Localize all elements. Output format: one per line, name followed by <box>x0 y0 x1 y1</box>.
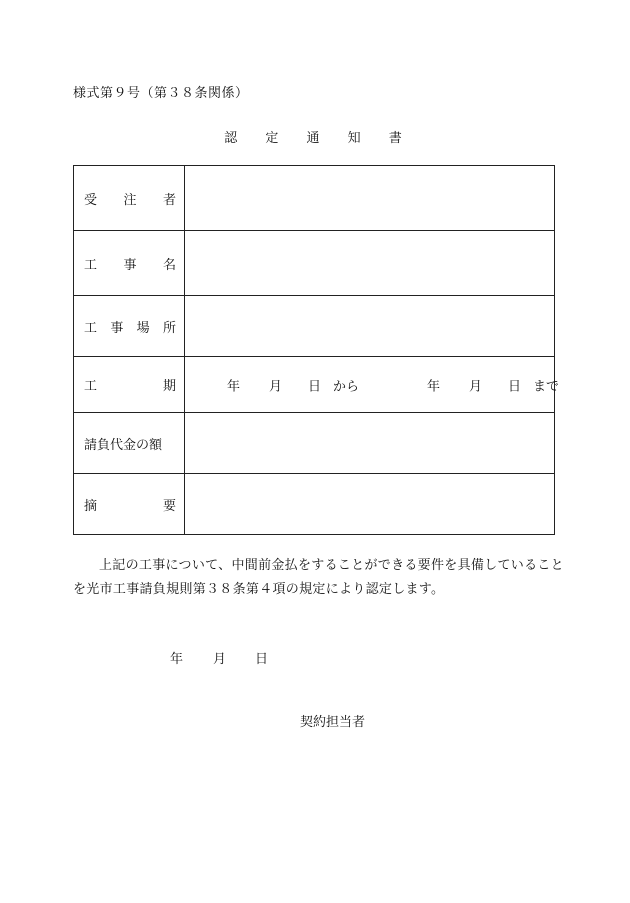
period-to-day: 日 <box>508 379 522 394</box>
label-char: 所 <box>162 320 176 336</box>
date-month: 月 <box>213 652 227 667</box>
value-project-location[interactable] <box>185 296 555 357</box>
label-construction-period <box>74 357 185 413</box>
table-row-contractor <box>74 166 555 231</box>
table-row-project-name <box>74 231 555 296</box>
label-summary <box>74 474 185 535</box>
date-year: 年 <box>170 652 184 667</box>
certification-statement <box>73 554 563 602</box>
date-day: 日 <box>255 652 269 667</box>
table-row-project-location <box>74 296 555 357</box>
label-char: 要 <box>162 498 176 514</box>
label-char: 工 <box>84 379 98 394</box>
label-char: 名 <box>162 257 176 273</box>
label-char: 事 <box>110 320 124 336</box>
period-from-day: 日 <box>308 379 322 394</box>
label-contractor <box>74 166 185 231</box>
value-contractor[interactable] <box>185 166 555 231</box>
label-char: 期 <box>162 379 176 394</box>
form-number: 様式第９号（第３８条関係） <box>73 86 249 101</box>
document-title: 認 定 通 知 書 <box>224 131 414 146</box>
period-from-month: 月 <box>269 379 283 394</box>
value-construction-period[interactable] <box>185 357 560 413</box>
statement-line-1: 上記の工事について、中間前金払をすることができる要件を具備していること <box>99 558 564 573</box>
contract-officer-label: 契約担当者 <box>300 715 366 730</box>
period-to-suffix: まで <box>533 379 560 394</box>
period-to-year: 年 <box>427 379 441 394</box>
label-char: 請負代金の額 <box>84 437 163 453</box>
label-char: 場 <box>136 320 150 336</box>
label-char: 事 <box>123 257 137 273</box>
period-fields <box>185 357 560 412</box>
label-char: 者 <box>162 192 176 208</box>
statement-line-2: を光市工事請負規則第３８条第４項の規定により認定します。 <box>73 582 445 597</box>
period-from-year: 年 <box>227 379 241 394</box>
label-char: 摘 <box>84 498 98 514</box>
label-project-location <box>74 296 185 357</box>
value-contract-amount[interactable] <box>185 413 555 474</box>
table-row-construction-period <box>74 357 555 413</box>
notification-table <box>73 165 560 535</box>
label-char: 受 <box>84 192 98 208</box>
label-contract-amount <box>74 413 185 474</box>
label-project-name <box>74 231 185 296</box>
label-char: 工 <box>84 257 98 273</box>
period-from-suffix: から <box>333 379 360 394</box>
label-char: 工 <box>84 320 98 336</box>
table-row-contract-amount <box>74 413 555 474</box>
period-to-month: 月 <box>469 379 483 394</box>
table-row-summary <box>74 474 555 535</box>
value-project-name[interactable] <box>185 231 555 296</box>
value-summary[interactable] <box>185 474 555 535</box>
label-char: 注 <box>123 192 137 208</box>
